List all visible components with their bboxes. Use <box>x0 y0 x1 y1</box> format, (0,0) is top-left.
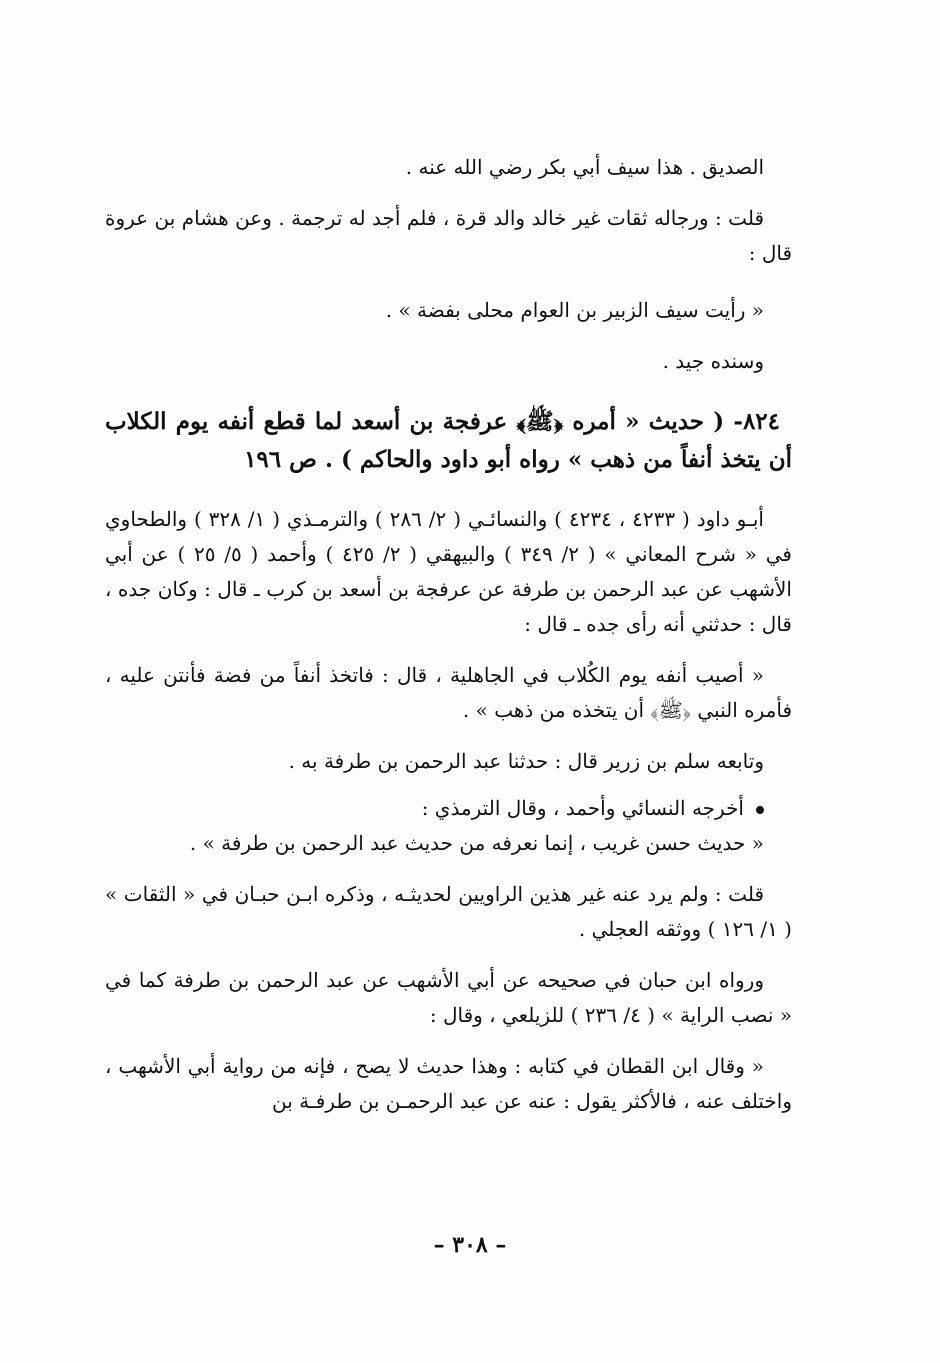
text-ibn-hibban-thiqat: قلت : ولم يرد عنه غير هذين الراويين لحديثـه ، وذكره ابـن حبـان في « الثقات » ( ١/ ١٢٦ ) ووثقه العجلي . <box>105 882 792 941</box>
page-body <box>105 150 792 1119</box>
bullet-text: أخرجه النسائي وأحمد ، وقال الترمذي : <box>421 796 744 820</box>
text-ibn-hibban-sahih: ورواه ابن حبان في صحيحه عن أبي الأشهب عن عبد الرحمن بن طرفة كما في « نصب الراية » ( ٤/ ٢٣٦ ) للزيلعي ، وقال : <box>105 968 792 1027</box>
text-line-1: الصديق . هذا سيف أبي بكر رضي الله عنه . <box>405 155 764 179</box>
hadith-heading-824: ٨٢٤- ( حديث « أمره ﴿ﷺ﴾ عرفجة بن أسعد لما قطع أنفه يوم الكلاب أن يتخذ أنفاً من ذهب » رواه أبو داود والحاكم ) . ص ١٩٦ <box>105 408 792 473</box>
quote-ibn-al-qattan: « وقال ابن القطان في كتابه : وهذا حديث لا يصح ، فإنه من رواية أبي الأشهب ، واختلف عنه ، فالأكثر يقول : عنه عن عبد الرحمـن بن طرفـة بن <box>105 1054 792 1113</box>
bullet-item <box>105 791 792 826</box>
takhrij-paragraph: أبـو داود ( ٤٢٣٣ ، ٤٢٣٤ ) والنسائـي ( ٢/ ٢٨٦ ) والترمـذي ( ١/ ٣٢٨ ) والطحاوي في « شرح المعاني » ( ٢/ ٣٤٩ ) والبيهقي ( ٢/ ٤٢٥ ) وأحمد ( ٥/ ٢٥ ) عن أبي الأشهب عن عبد الرحمن بن طرفة عن عرفجة بن أسعد بن كرب ـ قال : وكان جده ، قال : حدثني أنه رأى جده ـ قال : <box>105 507 792 636</box>
quote-tirmidhi: « حديث حسن غريب ، إنما نعرفه من حديث عبد الرحمن بن طرفة » . <box>189 831 764 855</box>
page-number: – ٣٠٨ – <box>433 1232 507 1258</box>
quote-zubair-sword: « رأيت سيف الزبير بن العوام محلى بفضة » . <box>385 298 764 322</box>
text-isnad-grade: وسنده جيد . <box>662 349 764 373</box>
bullet-icon <box>756 806 764 814</box>
quote-hadith-text: « أصيب أنفه يوم الكُلاب في الجاهلية ، قال : فاتخذ أنفاً من فضة فأنتن عليه ، فأمره النبي ﴿ﷺ﴾ أن يتخذه من ذهب » . <box>105 663 792 722</box>
text-paragraph-narrators: قلت : ورجاله ثقات غير خالد والد قرة ، فلم أجد له ترجمة . وعن هشام بن عروة قال : <box>105 206 792 265</box>
text-mutabaah: وتابعه سلم بن زرير قال : حدثنا عبد الرحمن بن طرفة به . <box>288 749 764 773</box>
